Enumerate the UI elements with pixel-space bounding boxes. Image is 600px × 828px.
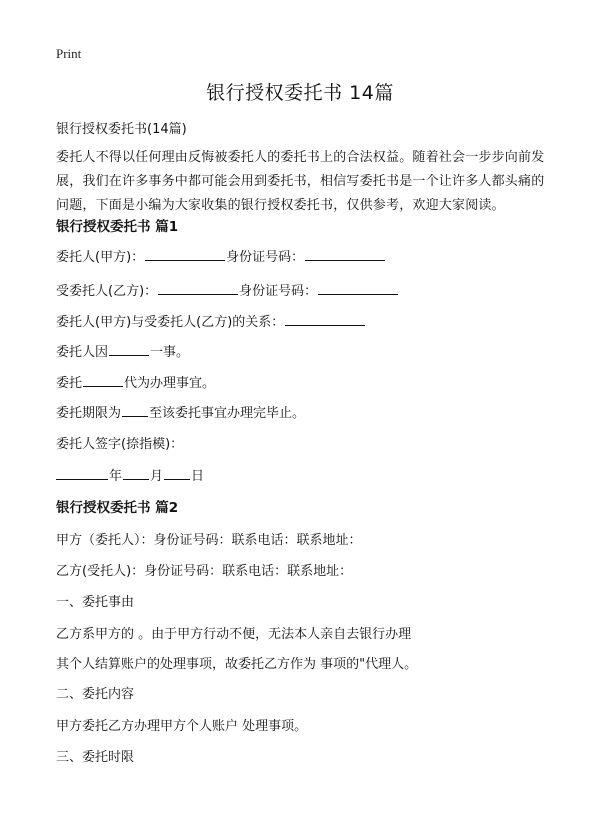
reason-blank [109,342,149,356]
relation-row [56,312,556,334]
principal-blank [145,247,225,261]
party-a-row: 甲方（委托人）：身份证号码：联系电话：联系地址： [56,533,362,548]
period-suffix: 至该委托事宜办理完毕止。 [149,406,306,421]
date-row [56,466,556,488]
period-blank [122,403,148,417]
document-subtitle: 银行授权委托书(14篇) [56,122,187,137]
item-2-title: 二、委托内容 [56,687,135,702]
signature-row: 委托人签字(捺指模)： [56,437,184,452]
year-blank [56,466,108,480]
delegate-suffix: 代为办理事宜。 [124,376,216,391]
item-1-line-2: 其个人结算账户的处理事项，故委托乙方作为 事项的"代理人。 [56,657,418,672]
id-label: 身份证号码： [239,284,318,299]
year-label: 年 [109,469,123,484]
id-label: 身份证号码： [226,250,305,265]
reason-prefix: 委托人因 [56,345,109,360]
section-2-heading: 银行授权委托书 篇2 [56,500,179,516]
document-title: 银行授权委托书 14篇 [206,82,394,104]
principal-row [56,247,556,269]
delegate-blank [83,373,123,387]
item-1-title: 一、委托事由 [56,595,135,610]
delegate-row [56,373,556,395]
day-label: 日 [191,469,205,484]
delegate-prefix: 委托 [56,376,83,391]
agent-blank [158,281,238,295]
intro-paragraph: 委托人不得以任何理由反悔被委托人的委托书上的合法权益。随着社会一步步向前发展，我们在许多事务中都可能会用到委托书，相信写委托书是一个让许多人都头痛的问题，下面是小编为大家收集的银行授权委托书，仅供参考，欢迎大家阅读。 [56,150,545,213]
reason-suffix: 一事。 [150,345,190,360]
id-blank [318,281,398,295]
section-1-heading: 银行授权委托书 篇1 [56,219,179,235]
agent-label: 受委托人(乙方)： [56,284,158,299]
month-blank [123,466,149,480]
item-2-line-1: 甲方委托乙方办理甲方个人账户 处理事项。 [56,719,308,734]
period-prefix: 委托期限为 [56,406,122,421]
period-row [56,403,556,425]
print-label: Print [56,46,82,61]
party-b-row: 乙方(受托人)：身份证号码：联系电话：联系地址： [56,564,353,579]
relation-label: 委托人(甲方)与受委托人(乙方)的关系： [56,315,285,330]
item-1-line-1: 乙方系甲方的 。由于甲方行动不便，无法本人亲自去银行办理 [56,627,412,642]
day-blank [164,466,190,480]
reason-row [56,342,556,364]
principal-label: 委托人(甲方)： [56,250,145,265]
id-blank [305,247,385,261]
item-3-title: 三、委托时限 [56,750,135,765]
relation-blank [285,312,365,326]
agent-row [56,281,556,303]
month-label: 月 [150,469,164,484]
